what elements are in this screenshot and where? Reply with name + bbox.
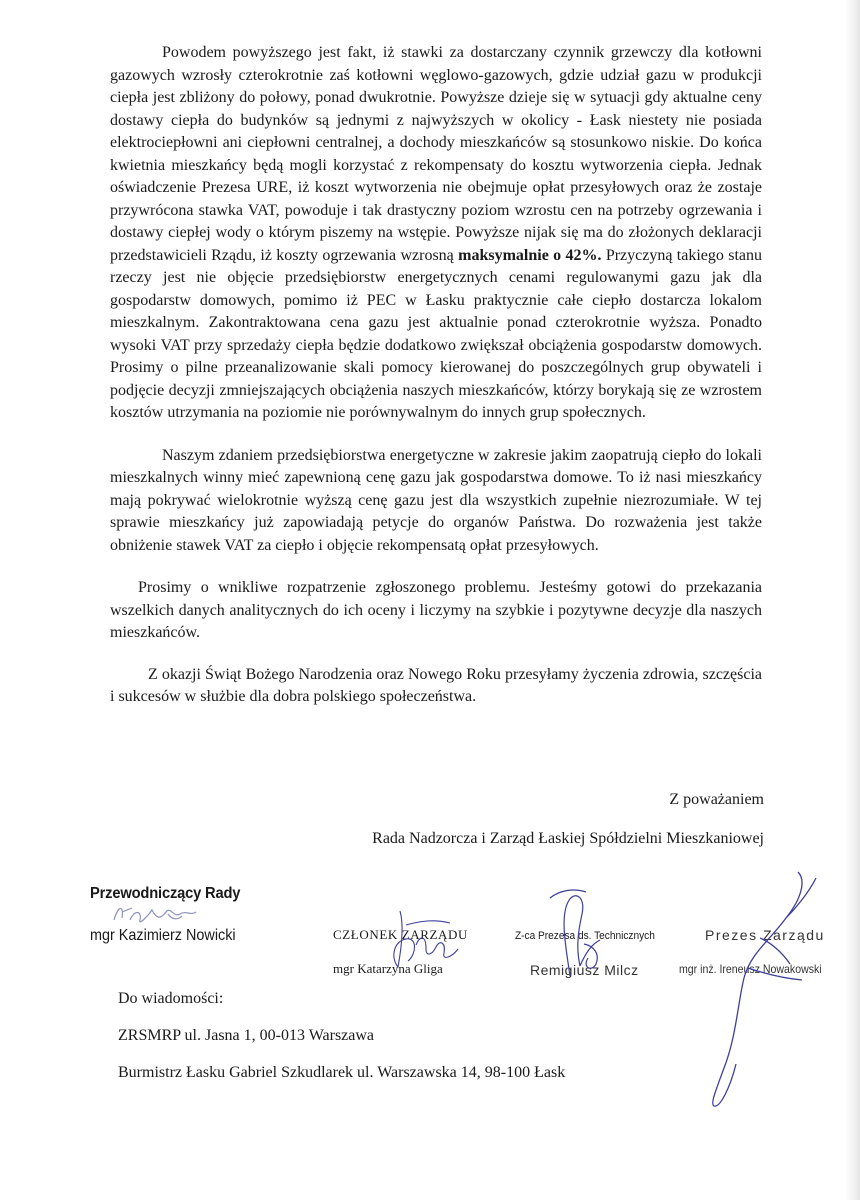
chair-signature [108,900,218,930]
paragraph-1-part-2: Przyczyną takiego stanu rzeczy jest nie objęcie przedsiębiorstw energetycznych cenami regulowanymi gazu jak dla gospodarstw domowych, pomimo iż PEC w Łasku praktycznie całe ciepło dostarcza lokalom mieszkalnym. Zakontraktowana cena gazu jest aktualnie ponad czterokrotnie wyższa. Ponadto wysoki VAT przy sprzedaży ciepła będzie dodatkowo zwiększał obciążenia gospodarstw domowych. Prosimy o pilne przeanalizowanie skali pomocy kierowanej do poszczególnych grup obywateli i podjęcie decyzji zmniejszających obciążenia naszych mieszkańców, którzy borykają się ze wzrostem kosztów utrzymania na poziomie nie porównywalnym do innych grup społecznych. [110,246,763,421]
signing-organization: Rada Nadzorcza i Zarząd Łaskiej Spółdzielni Mieszkaniowej [372,830,764,847]
letter-body [110,42,762,729]
closing-phrase: Z poważaniem [669,791,764,808]
member-name: mgr Katarzyna Gliga [333,961,443,976]
paragraph-1-part-1: Powodem powyższego jest fakt, iż stawki za dostarczany czynnik grzewczy dla kotłowni gazowych wzrosły czterokrotnie zaś kotłowni węglowo-gazowych, gdzie udział gazu w produkcji ciepła jest zbliżony do połowy, ponad dwukrotnie. Powyższe dzieje się w sytuacji gdy aktualne ceny dostawy ciepła do budynków są jednymi z najwyższych w okolicy - Łask niestety nie posiada elektrociepłowni ani ciepłowni centralnej, a dochody mieszkańców są stosunkowo niskie. Do końca kwietnia mieszkańcy będą mogli korzystać z rekompensaty do kosztu wytworzenia ciepła. Jednak oświadczenie Prezesa URE, iż koszt wytworzenia nie obejmuje opłat przesyłowych oraz że zostaje przywrócona stawka VAT, powoduje i tak drastyczny poziom wzrostu cen na potrzeby ogrzewania i dostawy ciepłej wody o którym piszemy na wstępie. Powyższe nijak się ma do złożonych deklaracji przedstawicieli Rządu, iż koszty ogrzewania wzrosną [110,44,762,264]
member-title: CZŁONEK ZARZĄDU [333,927,469,942]
paragraph-1 [110,42,762,425]
page-edge-shadow [846,0,860,1200]
paragraph-2: Naszym zdaniem przedsiębiorstwa energetyczne w zakresie jakim zaopatrują ciepło do lokali mieszkalnych winny mieć zapewnioną cenę gazu jak gospodarstwa domowe. To iż nasi mieszkańcy mają pokrywać wielokrotnie wyższą cenę gazu jest dla wszystkich zupełnie niezrozumiałe. W tej sprawie mieszkańcy już zapowiadają petycje do organów Państwa. Do rozważenia jest także obniżenie stawek VAT za ciepło i objęcie rekompensatą opłat przesyłowych. [110,446,762,554]
recipient-2: Burmistrz Łasku Gabriel Szkudlarek ul. Warszawska 14, 98-100 Łask [118,1064,566,1081]
member-signature [360,905,470,985]
highlight-percentage: maksymalnie o 42%. [458,246,602,264]
president-signature [690,868,840,1108]
chair-title: Przewodniczący Rady [90,885,241,902]
paragraph-3: Prosimy o wnikliwe rozpatrzenie zgłoszonego problemu. Jesteśmy gotowi do przekazania wszelkich danych analitycznych do ich oceny i liczymy na szybkie i pozytywne decyzje dla naszych mieszkańców. [110,579,762,641]
recipients-block [118,980,565,1091]
deputy-title: Z-ca Prezesa ds. Technicznych [515,930,655,942]
president-name: mgr inż. Ireneusz Nowakowski [679,962,822,976]
president-title: Prezes Zarządu [705,927,825,943]
deputy-signature [530,888,670,983]
recipient-1: ZRSMRP ul. Jasna 1, 00-013 Warszawa [118,1027,375,1044]
deputy-name: Remigiusz Milcz [530,962,639,978]
paragraph-4: Z okazji Świąt Bożego Narodzenia oraz Nowego Roku przesyłamy życzenia zdrowia, szczęścia i sukcesów w służbie dla dobra polskiego społeczeństwa. [110,665,762,705]
chair-name: mgr Kazimierz Nowicki [90,927,236,944]
recipients-label: Do wiadomości: [118,990,224,1007]
